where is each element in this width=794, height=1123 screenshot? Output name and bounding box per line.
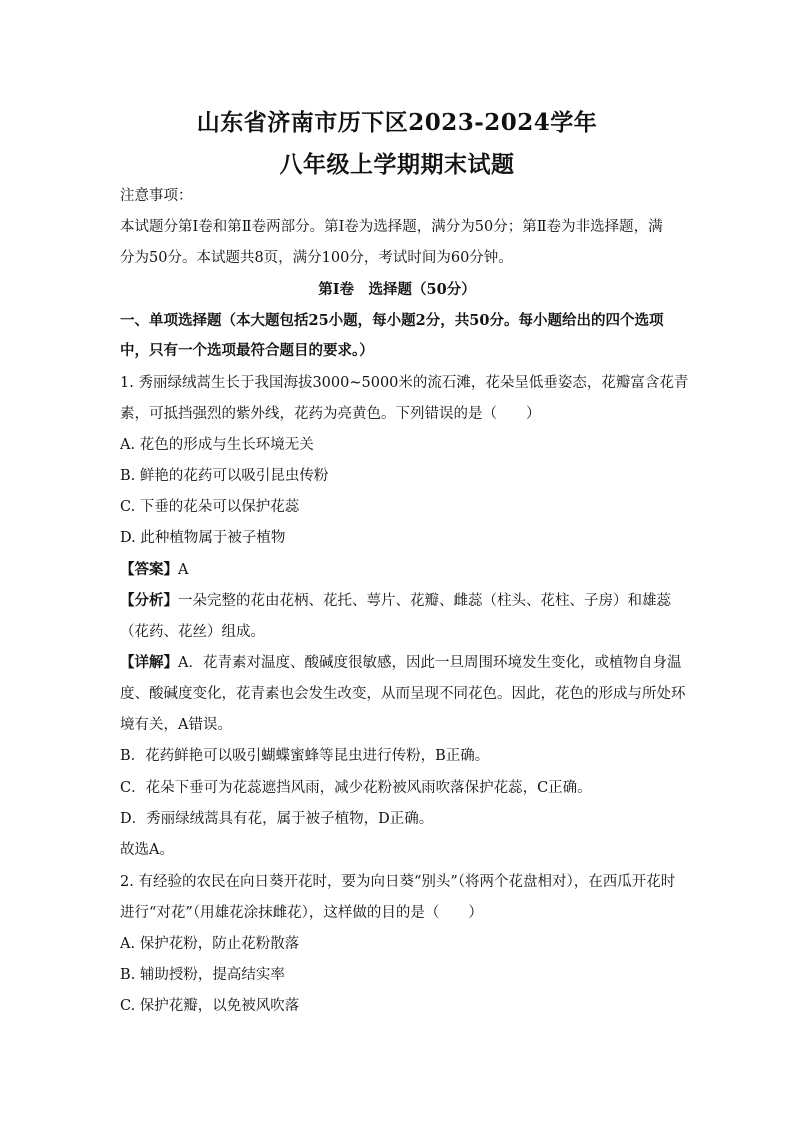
q1-answer (120, 560, 680, 580)
q1-stem-line1: 1. 秀丽绿绒蒿生长于我国海拔3000~5000米的流石滩，花朵呈低垂姿态，花瓣富含花青 (120, 375, 689, 391)
q2-option-a: A. 保护花粉，防止花粉散落 (120, 936, 300, 952)
detail-text: A．花青素对温度、酸碱度很敏感，因此一旦周围环境发生变化，或植物自身温 (178, 655, 682, 671)
section-title: 第Ⅰ卷 选择题（50分） (318, 281, 476, 298)
exam-title-line1: 山东省济南市历下区2023-2024学年 (196, 109, 598, 136)
q1-conclusion: 故选A。 (120, 842, 174, 858)
notes-heading: 注意事项： (120, 188, 193, 204)
q1-detail-line1 (120, 653, 680, 673)
q1-detail-d: D．秀丽绿绒蒿具有花，属于被子植物，D正确。 (120, 811, 434, 827)
part1-instructions-line1: 一、单项选择题（本大题包括25小题，每小题2分，共50分。每小题给出的四个选项 (120, 312, 664, 329)
exam-title-line2: 八年级上学期期末试题 (279, 151, 515, 178)
analysis-tag: 【分析】 (120, 592, 178, 609)
part1-instructions-line2: 中，只有一个选项最符合题目的要求。） (120, 342, 374, 359)
q2-option-c: C. 保护花瓣，以免被风吹落 (120, 998, 300, 1014)
detail-tag: 【详解】 (120, 654, 178, 671)
answer-value: A (178, 562, 189, 578)
notes-line2: 分为50分。本试题共8页，满分100分，考试时间为60分钟。 (120, 250, 513, 266)
q2-option-b: B. 辅助授粉，提高结实率 (120, 967, 285, 983)
q2-stem-line2: 进行“对花”（用雄花涂抹雌花），这样做的目的是（ ） (120, 905, 483, 921)
q1-stem-line2: 素，可抵挡强烈的紫外线，花药为亮黄色。下列错误的是（ ） (120, 406, 541, 422)
q1-option-a: A. 花色的形成与生长环境无关 (120, 437, 314, 453)
q1-option-b: B. 鲜艳的花药可以吸引昆虫传粉 (120, 468, 329, 484)
q1-detail-line2: 度、酸碱度变化，花青素也会发生改变，从而呈现不同花色。因此，花色的形成与所处环 (120, 686, 686, 702)
q2-stem-line1: 2. 有经验的农民在向日葵开花时，要为向日葵“别头”（将两个花盘相对），在西瓜开花时 (120, 874, 676, 890)
q1-analysis-line1 (120, 591, 680, 611)
q1-option-d: D. 此种植物属于被子植物 (120, 530, 286, 546)
q1-option-c: C. 下垂的花朵可以保护花蕊 (120, 499, 300, 515)
q1-analysis-line2: （花药、花丝）组成。 (120, 624, 265, 640)
notes-line1: 本试题分第Ⅰ卷和第Ⅱ卷两部分。第Ⅰ卷为选择题，满分为50分；第Ⅱ卷为非选择题，满 (120, 219, 663, 235)
q1-detail-line3: 境有关，A错误。 (120, 717, 232, 733)
answer-tag: 【答案】 (120, 561, 178, 578)
q1-detail-c: C．花朵下垂可为花蕊遮挡风雨，减少花粉被风雨吹落保护花蕊，C正确。 (120, 780, 592, 796)
analysis-text: 一朵完整的花由花柄、花托、萼片、花瓣、雌蕊（柱头、花柱、子房）和雄蕊 (178, 593, 671, 609)
q1-detail-b: B．花药鲜艳可以吸引蝴蝶蜜蜂等昆虫进行传粉，B正确。 (120, 748, 490, 764)
